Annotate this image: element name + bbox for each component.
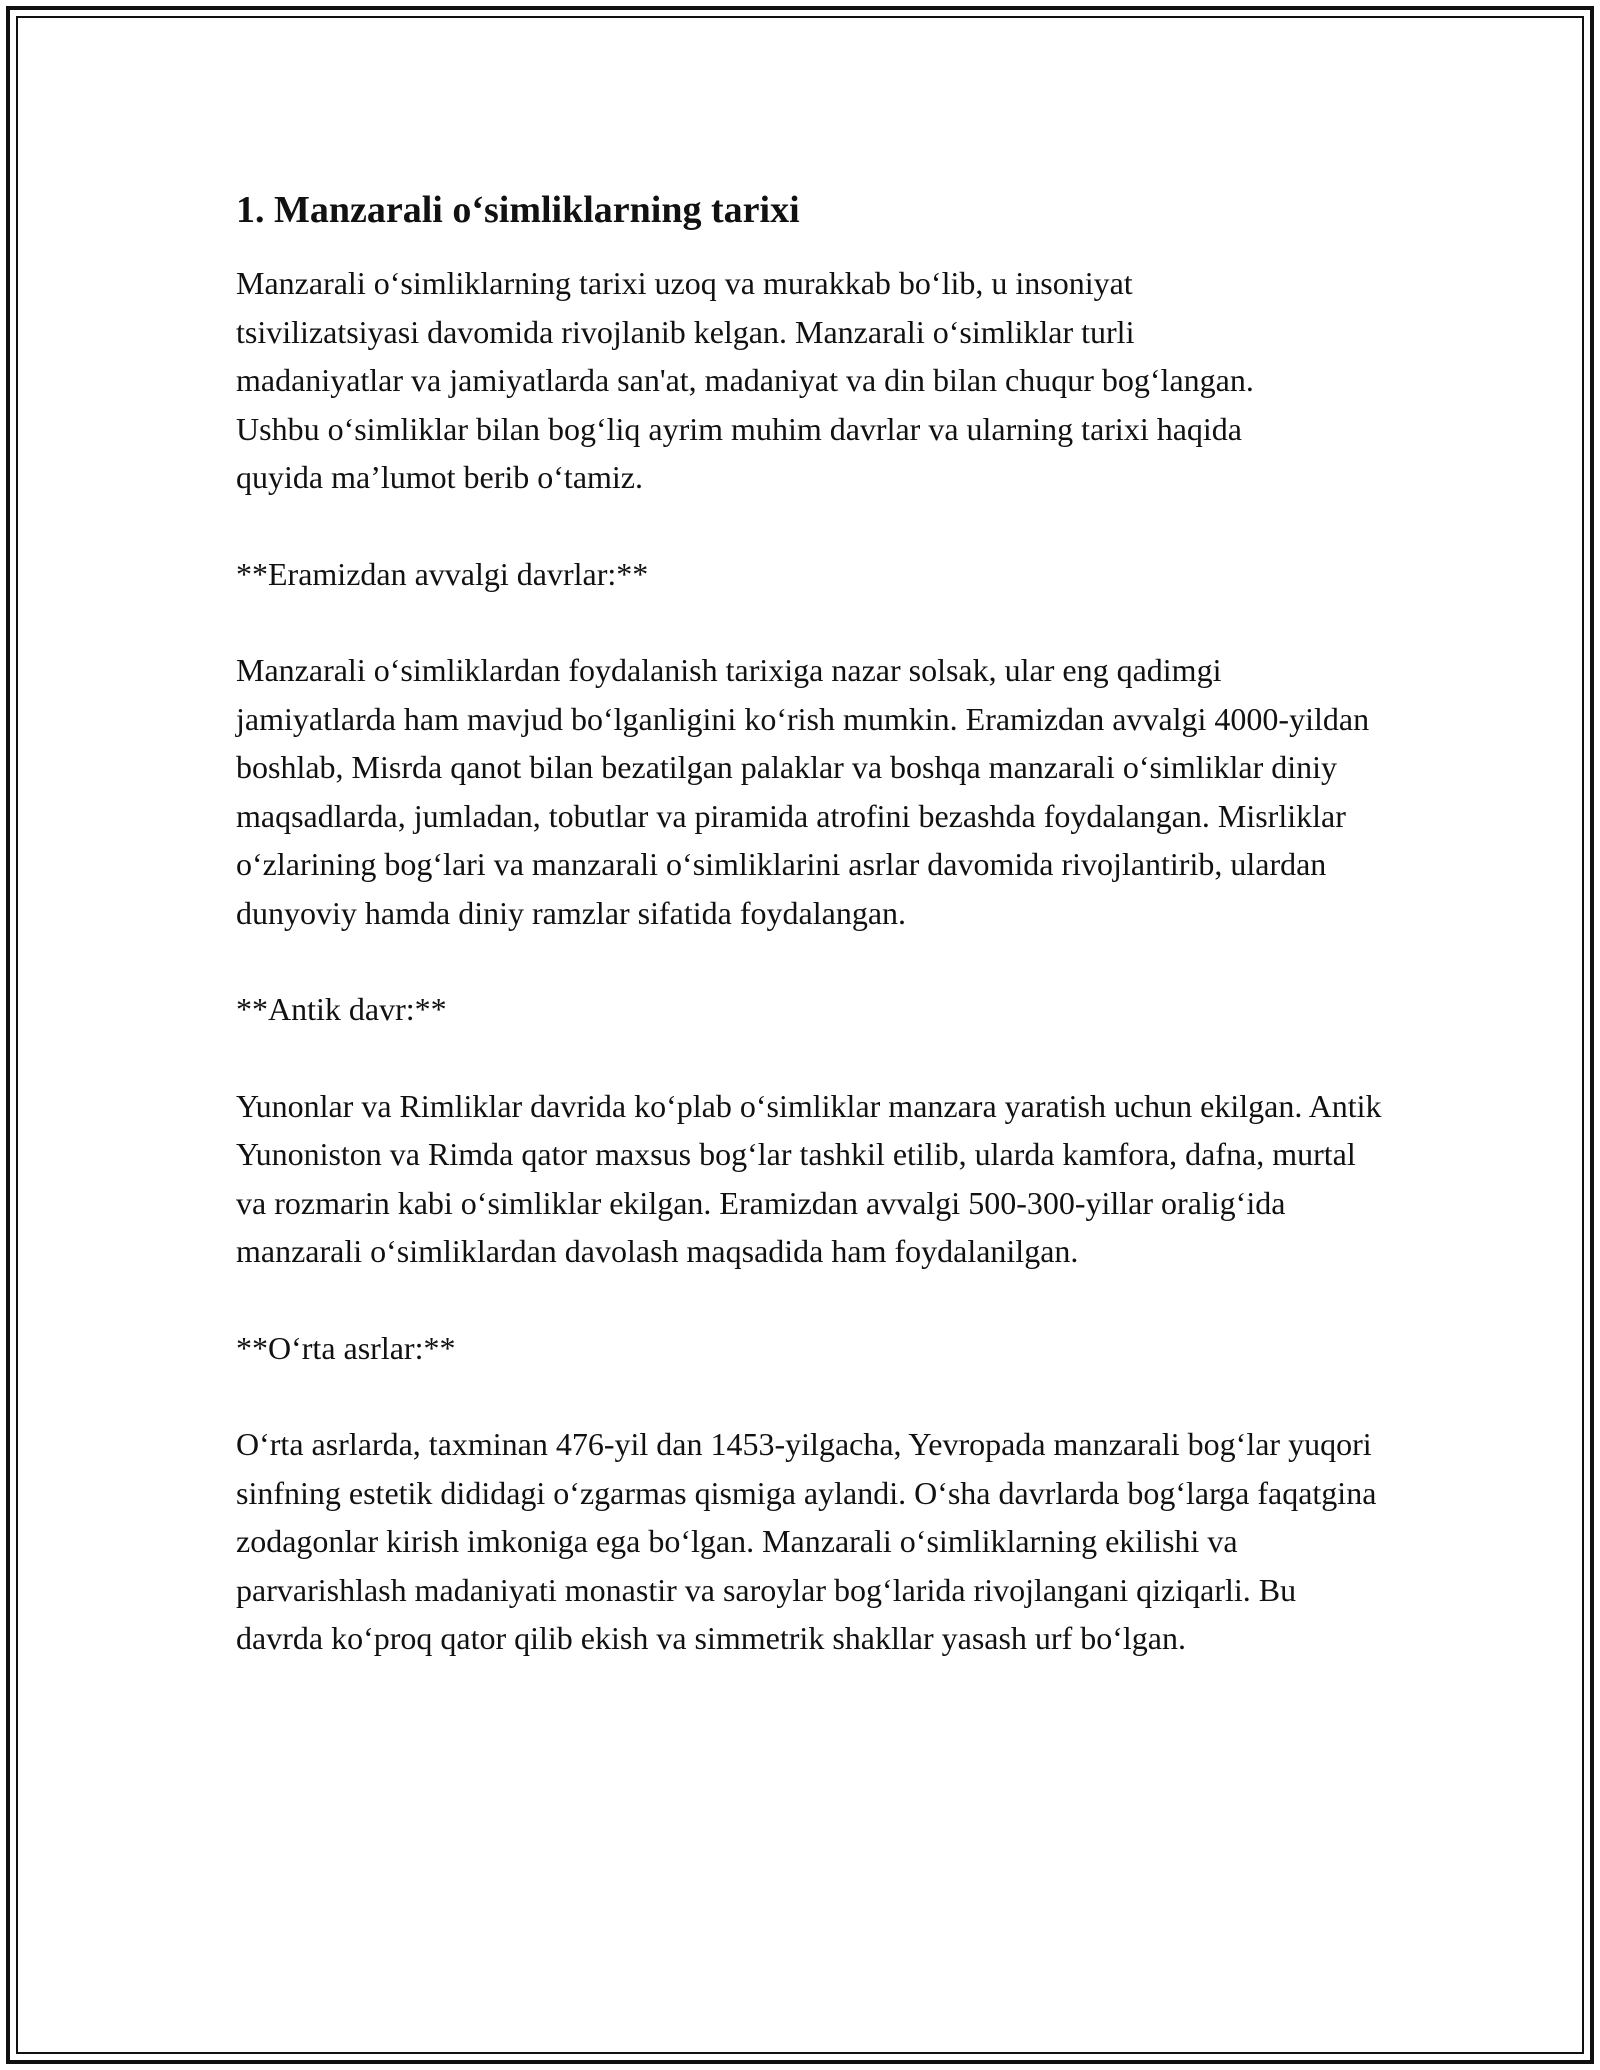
intro-paragraph: Manzarali o‘simliklarning tarixi uzoq va murakkab bo‘lib, u insoniyat tsivilizatsiyasi davomida rivojlanib kelgan. Manzarali o‘simliklar turli madaniyatlar va jamiyatlarda san'at, madaniyat va din bilan chuqur bog‘langan. Ushbu o‘simliklar bilan bog‘liq ayrim muhim davrlar va ularning tarixi haqida quyida ma’lumot berib o‘tamiz.	[236, 265, 1254, 496]
section-body-ancient-eras: Manzarali o‘simliklardan foydalanish tarixiga nazar solsak, ular eng qadimgi jamiyatlarda ham mavjud bo‘lganligini ko‘rish mumkin. Eramizdan avvalgi 4000-yildan boshlab, Misrda qanot bilan bezatilgan palaklar va boshqa manzarali o‘simliklar diniy maqsadlarda, jumladan, tobutlar va piramida atrofini bezashda foydalangan. Misrliklar o‘zlarining bog‘lari va manzarali o‘simliklarini asrlar davomida rivojlantirib, ulardan dunyoviy hamda diniy ramzlar sifatida foydalangan.	[236, 652, 1370, 931]
section-heading-ancient-eras: **Eramizdan avvalgi davrlar:**	[236, 555, 649, 592]
section-heading-middle-ages: **O‘rta asrlar:**	[236, 1329, 456, 1366]
section-heading-antiquity: **Antik davr:**	[236, 991, 447, 1028]
document-page	[236, 186, 1386, 1711]
document-title: 1. Manzarali o‘simliklarning tarixi	[236, 189, 800, 231]
section-body-middle-ages: O‘rta asrlarda, taxminan 476-yil dan 1453-yilgacha, Yevropada manzarali bog‘lar yuqori sinfning estetik dididagi o‘zgarmas qismiga aylandi. O‘sha davrlarda bog‘larga faqatgina zodagonlar kirish imkoniga ega bo‘lgan. Manzarali o‘simliklarning ekilishi va parvarishlash madaniyati monastir va saroylar bog‘larida rivojlangani qiziqarli. Bu davrda ko‘proq qator qilib ekish va simmetrik shakllar yasash urf bo‘lgan.	[236, 1426, 1377, 1657]
section-body-antiquity: Yunonlar va Rimliklar davrida ko‘plab o‘simliklar manzara yaratish uchun ekilgan. Antik Yunoniston va Rimda qator maxsus bog‘lar tashkil etilib, ularda kamfora, dafna, murtal va rozmarin kabi o‘simliklar ekilgan. Eramizdan avvalgi 500-300-yillar oralig‘ida manzarali o‘simliklardan davolash maqsadida ham foydalanilgan.	[236, 1087, 1382, 1270]
